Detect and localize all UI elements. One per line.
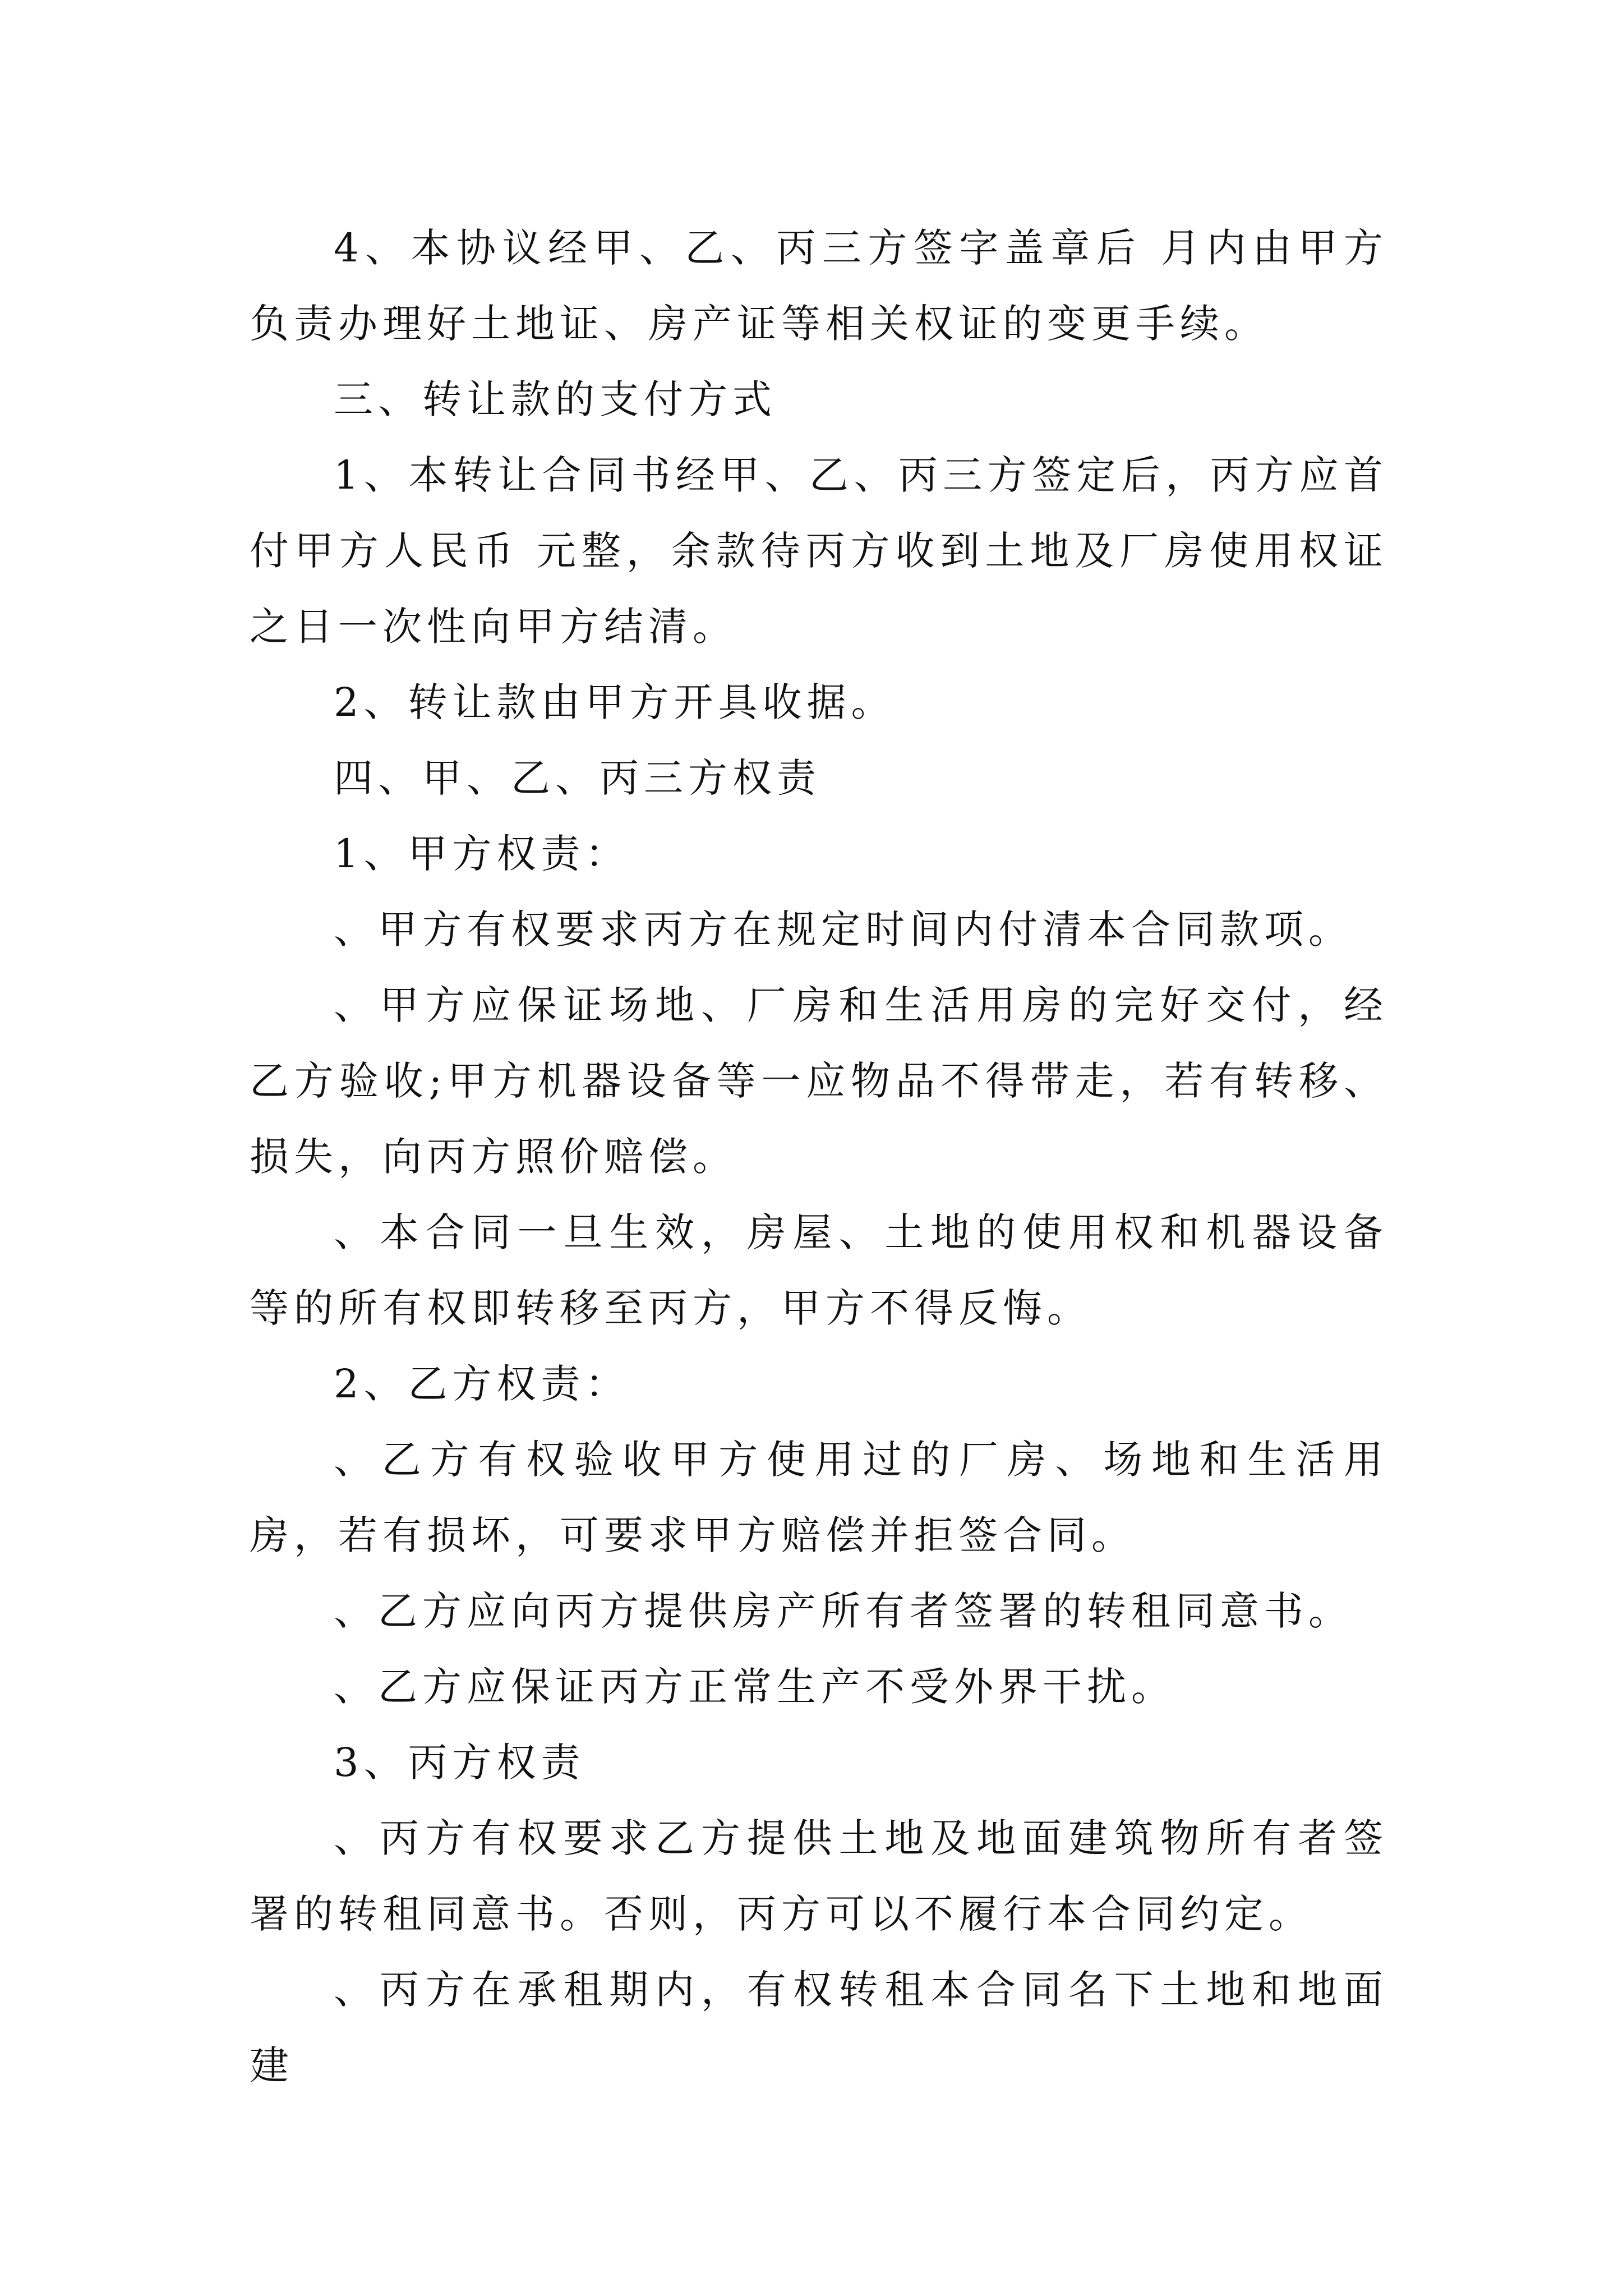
party-c-item-2: 、丙方在承租期内，有权转租本合同名下土地和地面建 (250, 1967, 1388, 2088)
party-a-item-1: 、甲方有权要求丙方在规定时间内付清本合同款项。 (334, 907, 1353, 953)
party-c-heading: 3、丙方权责 (334, 1740, 585, 1786)
party-c-item-1: 、丙方有权要求乙方提供土地及地面建筑物所有者签署的转租同意书。否则，丙方可以不履行本合同约定。 (250, 1815, 1388, 1937)
party-a-item-3: 、本合同一旦生效，房屋、土地的使用权和机器设备等的所有权即转移至丙方，甲方不得反悔。 (250, 1209, 1388, 1331)
document-body (250, 210, 1388, 2104)
party-a-item-2: 、甲方应保证场地、厂房和生活用房的完好交付，经乙方验收;甲方机器设备等一应物品不得带走，若有转移、损失，向丙方照价赔偿。 (250, 982, 1388, 1180)
payment-clause-1: 1、本转让合同书经甲、乙、丙三方签定后，丙方应首付甲方人民币 元整，余款待丙方收到土地及厂房使用权证之日一次性向甲方结清。 (250, 452, 1388, 650)
payment-clause-2: 2、转让款由甲方开具收据。 (334, 679, 896, 725)
party-b-heading: 2、乙方权责： (334, 1361, 630, 1407)
section-heading-payment: 三、转让款的支付方式 (334, 376, 777, 422)
party-b-item-2: 、乙方应向丙方提供房产所有者签署的转租同意书。 (334, 1588, 1353, 1634)
party-b-item-1: 、乙方有权验收甲方使用过的厂房、场地和生活用房，若有损坏，可要求甲方赔偿并拒签合同。 (250, 1437, 1388, 1558)
party-a-heading: 1、甲方权责： (334, 831, 630, 877)
party-b-item-3: 、乙方应保证丙方正常生产不受外界干扰。 (334, 1664, 1175, 1710)
clause-3-4-registration: 4、本协议经甲、乙、丙三方签字盖章后 月内由甲方负责办理好土地证、房产证等相关权证的变更手续。 (250, 225, 1388, 347)
section-heading-rights: 四、甲、乙、丙三方权责 (334, 755, 821, 801)
